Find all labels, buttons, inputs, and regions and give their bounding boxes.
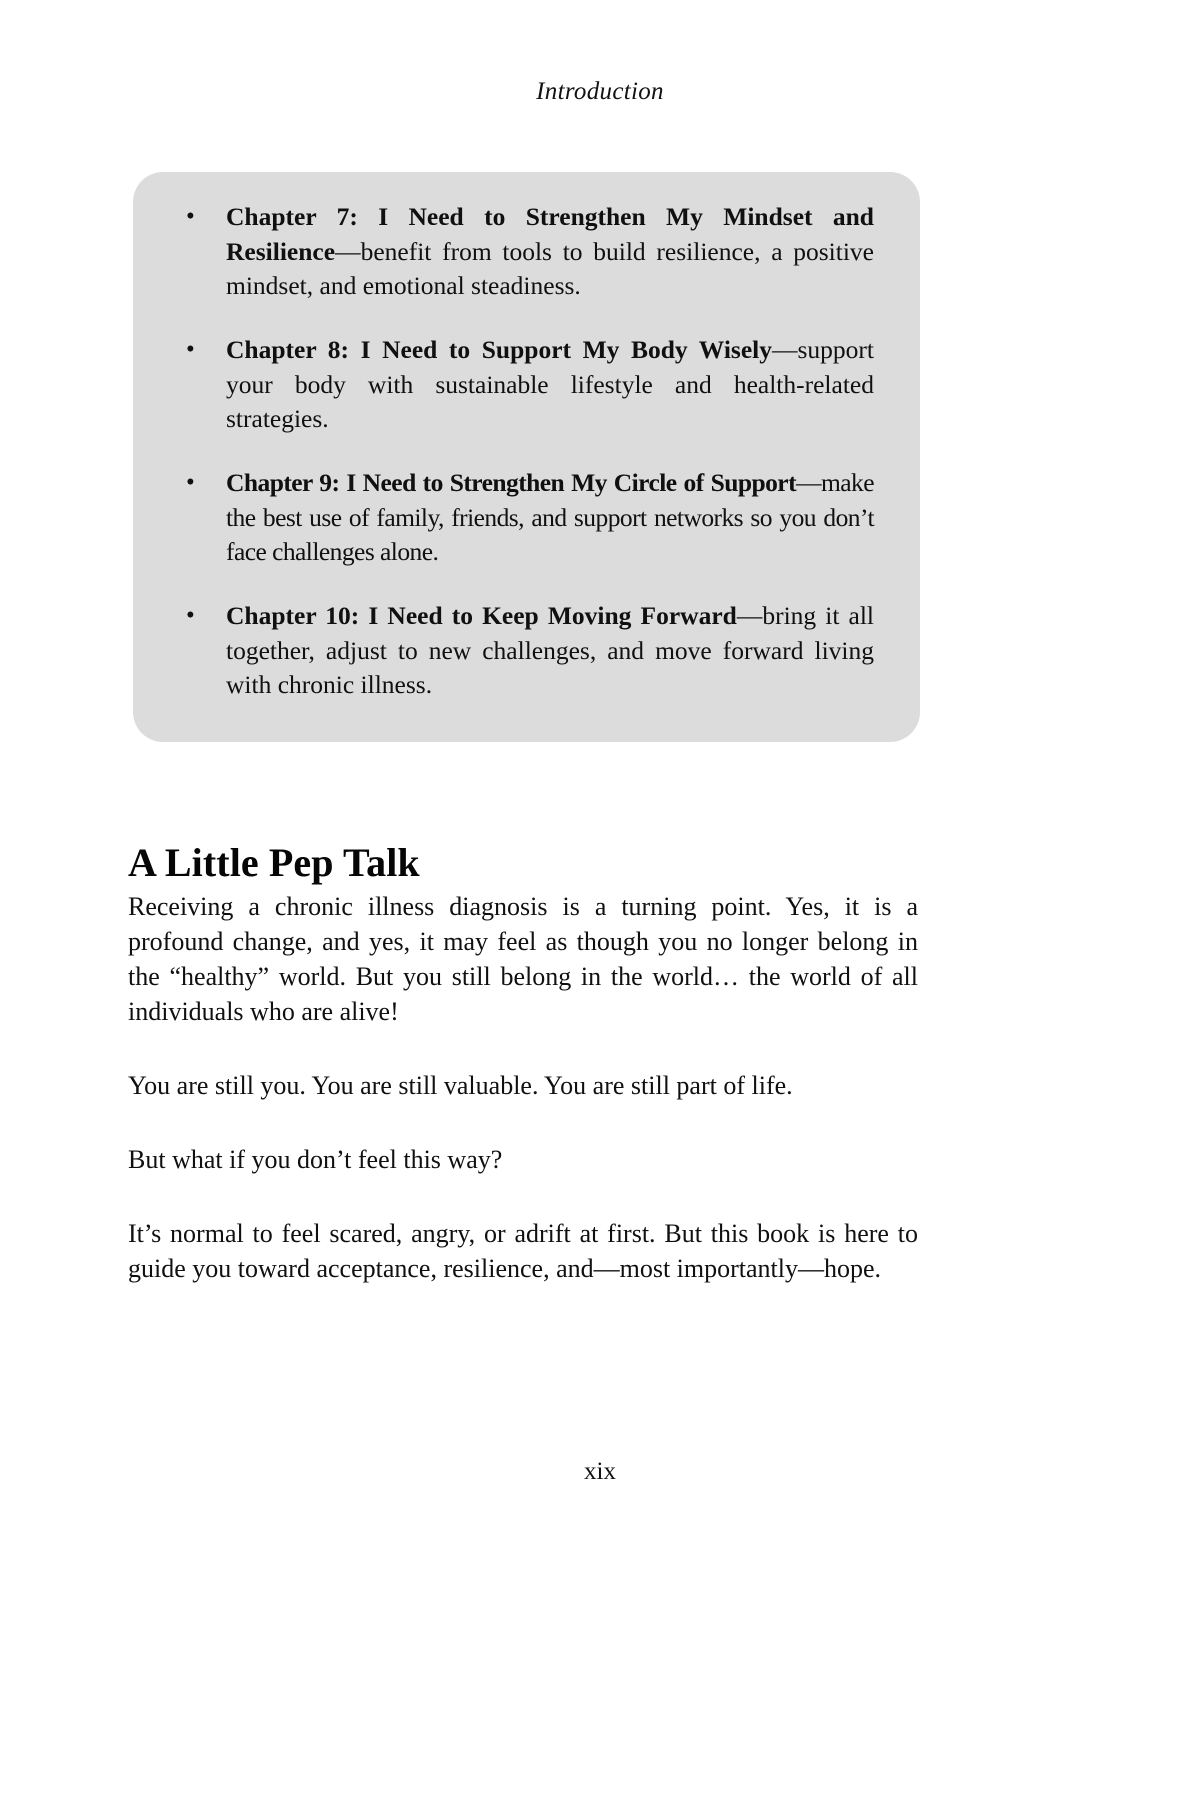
paragraph: But what if you don’t feel this way? [128, 1144, 503, 1174]
list-item [173, 466, 874, 570]
list-item-title: Chapter 8: I Need to Support My Body Wisely [226, 335, 772, 365]
running-head: Introduction [536, 78, 664, 105]
list-item-title: Chapter 7: I Need to Strengthen My Mindset and Resilience [226, 202, 874, 266]
list-item-title: Chapter 9: I Need to Strengthen My Circle of Support [226, 468, 797, 498]
paragraph: Receiving a chronic illness diagnosis is a turning point. Yes, it is a profound change, and yes, it may feel as though you no longer belong in the “healthy” world. But you still belong in the world… the world of all individuals who are alive! [128, 892, 918, 1026]
bullet-icon: • [186, 203, 195, 230]
bullet-icon: • [186, 602, 195, 630]
body-copy [128, 890, 918, 1287]
list-item-text: —support your body with sustainable lifestyle and health-related strategies. [226, 335, 874, 434]
chapter-bullet-list [173, 200, 874, 703]
bullet-icon: • [186, 336, 195, 364]
list-item [173, 333, 874, 437]
list-item [173, 200, 874, 304]
paragraph: It’s normal to feel scared, angry, or adrift at first. But this book is here to guide you toward acceptance, resilience, and—most importantly—hope. [128, 1218, 918, 1283]
paragraph: You are still you. You are still valuable. You are still part of life. [128, 1070, 793, 1100]
list-item-title: Chapter 10: I Need to Keep Moving Forward [226, 601, 737, 631]
list-item-text: —benefit from tools to build resilience, a positive mindset, and emotional steadiness. [226, 236, 874, 301]
chapter-summary-callout [133, 172, 920, 742]
page-title: A Little Pep Talk [128, 840, 420, 886]
list-item [173, 599, 874, 703]
list-item-text: —bring it all together, adjust to new challenges, and move forward living with chronic illness. [226, 601, 875, 700]
page-number: xix [584, 1458, 616, 1485]
bullet-icon: • [186, 469, 195, 497]
list-item-text: —make the best use of family, friends, and support networks so you don’t face challenges alone. [226, 468, 874, 567]
